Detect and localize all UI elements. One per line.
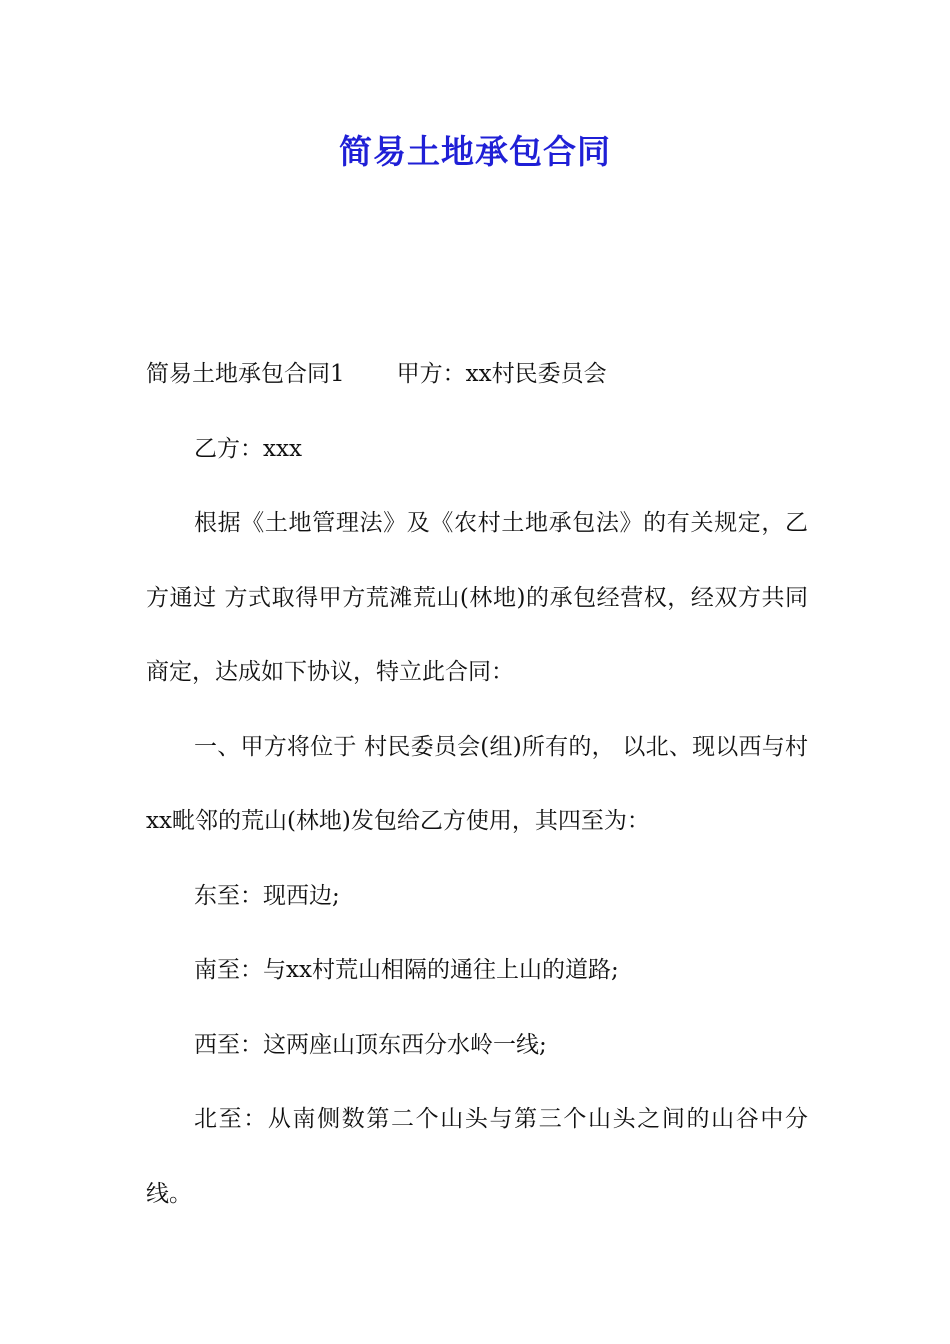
boundary-north: 北至：从南侧数第二个山头与第三个山头之间的山谷中分线。: [146, 1106, 808, 1207]
heading-line: [146, 337, 808, 412]
party-a: 甲方：xx村民委员会: [396, 361, 607, 387]
document-title: 简易土地承包合同: [339, 132, 611, 171]
boundary-south: 南至：与xx村荒山相隔的通往上山的道路;: [194, 957, 619, 983]
party-b: 乙方：xxx: [194, 435, 302, 462]
boundary-west: 西至：这两座山顶东西分水岭一线;: [194, 1031, 547, 1058]
document-body: [146, 337, 808, 1231]
boundary-east: 东至：现西边;: [194, 882, 340, 909]
paragraph-preamble: 根据《土地管理法》及《农村土地承包法》的有关规定，乙方通过 方式取得甲方荒滩荒山(林地)的承包经营权，经双方共同商定，达成如下协议，特立此合同：: [146, 510, 808, 685]
contract-name: 简易土地承包合同1: [146, 361, 345, 387]
paragraph-clause-1: 一、甲方将位于 村民委员会(组)所有的， 以北、现以西与村xx毗邻的荒山(林地)发包给乙方使用，其四至为：: [146, 733, 808, 834]
